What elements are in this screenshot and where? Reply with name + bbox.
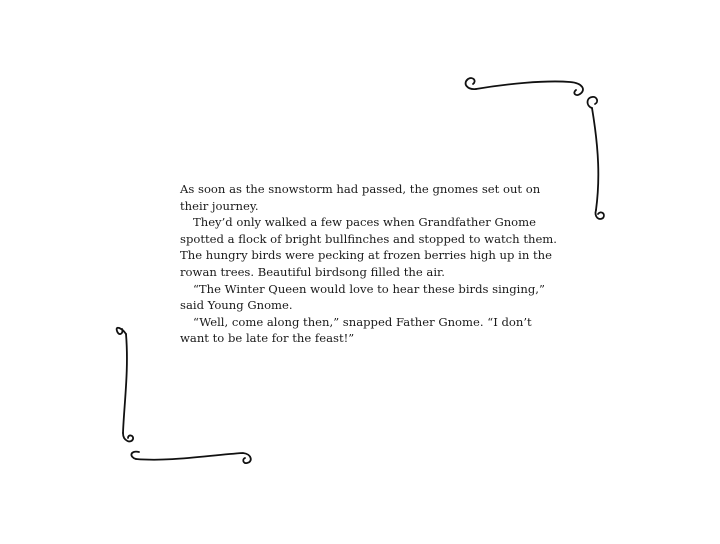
- story-paragraph-2: They’d only walked a few paces when Grandfather Gnome spotted a flock of bright bullfinches and stopped to watch them. The hungry birds were pecking at frozen berries high up in the rowan trees. Beautiful birdsong filled the air.: [180, 215, 557, 279]
- snowflake-icon: [131, 401, 147, 415]
- snowflake-icon: [603, 180, 614, 190]
- story-paragraph-1: As soon as the snowstorm had passed, the gnomes set out on their journey.: [180, 182, 541, 213]
- snowflake-icon: [602, 85, 613, 94]
- snowflake-icon: [164, 466, 180, 480]
- snowflake-icon: [540, 92, 551, 102]
- snowflake-icon: [82, 339, 93, 348]
- snowflake-icon: [486, 65, 501, 78]
- snowflake-icon: [577, 137, 591, 149]
- story-text: [180, 181, 560, 347]
- corner-flourish-bottom-left-icon: [117, 328, 251, 463]
- story-paragraph-4: “Well, come along then,” snapped Father Gnome. “I don’t want to be late for the feast!”: [180, 314, 532, 346]
- snowflake-icon: [215, 435, 226, 445]
- story-paragraph-3: “The Winter Queen would love to hear these birds singing,” said Young Gnome.: [180, 281, 545, 313]
- snowflake-icon: [100, 442, 111, 451]
